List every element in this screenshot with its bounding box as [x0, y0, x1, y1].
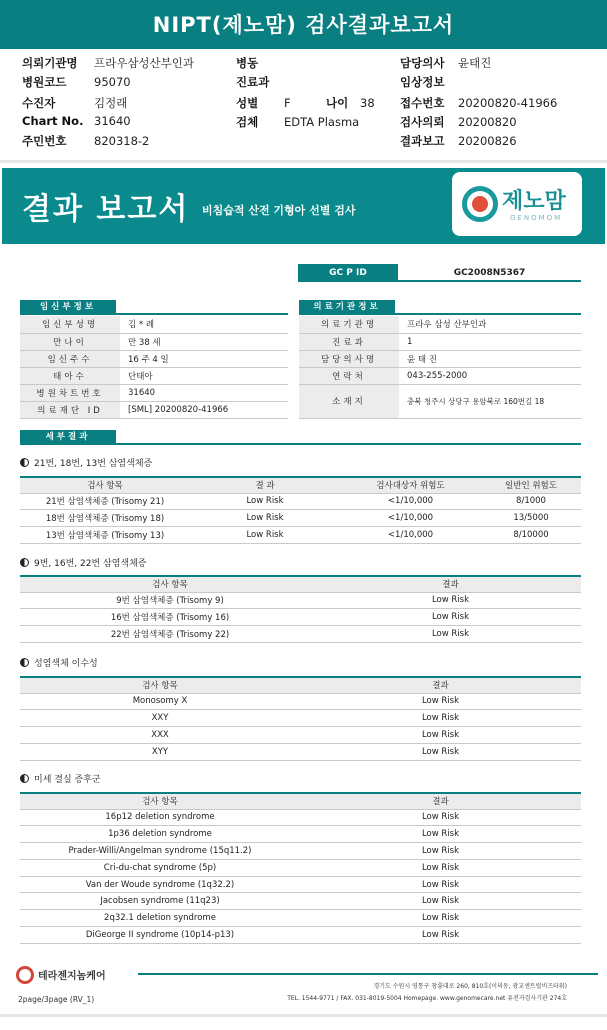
header-key: 병원코드: [22, 75, 67, 89]
info-key: 의료기관명: [299, 316, 399, 333]
table-cell: Low Risk: [300, 927, 581, 944]
header-key: Chart No.: [22, 114, 84, 128]
table-cell: 1p36 deletion syndrome: [20, 826, 300, 843]
pregnancy-section-header: 임신부정보: [20, 300, 116, 315]
column-header: 검사대상자 위험도: [340, 477, 481, 493]
info-key: 소재지: [299, 384, 399, 418]
info-key: 병원차트번호: [20, 384, 120, 401]
header-key: 접수번호: [400, 96, 445, 110]
table-cell: Low Risk: [300, 809, 581, 826]
institution-section-line: [299, 313, 581, 315]
table-cell: Low Risk: [300, 893, 581, 910]
half-circle-icon: [20, 658, 29, 667]
group2-title: 9번, 16번, 22번 삼염색체증: [20, 556, 147, 569]
table-cell: Low Risk: [300, 693, 581, 710]
column-header: 결과: [320, 576, 581, 592]
info-key: 진료과: [299, 333, 399, 350]
column-header: 결과: [300, 793, 581, 809]
table-cell: Van der Woude syndrome (1q32.2): [20, 876, 300, 893]
table-cell: Low Risk: [190, 527, 340, 544]
info-key: 태아수: [20, 367, 120, 384]
info-value: 김 * 례: [120, 316, 288, 333]
header-field: [22, 114, 131, 128]
table-cell: Low Risk: [300, 876, 581, 893]
table-header-row: [20, 477, 581, 493]
header-key: 검사의뢰: [400, 115, 445, 129]
info-row: [299, 350, 581, 367]
specimen-key: 검체: [236, 115, 259, 129]
logo-subtext: GENOMOM: [510, 214, 563, 222]
header-field: [400, 74, 458, 90]
table-cell: Prader-Willi/Angelman syndrome (15q11.2): [20, 843, 300, 860]
table-row: [20, 743, 581, 760]
pregnancy-section-line: [20, 313, 288, 315]
group3-table: [20, 676, 581, 761]
page-number: 2page/3page (RV_1): [18, 995, 95, 1004]
company-logo: 테라젠지놈케어: [16, 966, 106, 984]
header-key: 수진자: [22, 96, 56, 110]
table-cell: 8/10000: [481, 527, 581, 544]
sex-key: 성별: [236, 96, 259, 110]
table-row: [20, 893, 581, 910]
table-row: [20, 859, 581, 876]
group3-title: 성염색체 이수성: [20, 656, 98, 669]
info-row: [20, 367, 288, 384]
pregnancy-info-table: [20, 316, 288, 419]
header-key: 결과보고: [400, 134, 445, 148]
header-value: 95070: [94, 75, 131, 89]
info-value: 만 38 세: [120, 333, 288, 350]
table-row: [20, 727, 581, 744]
table-cell: Low Risk: [300, 826, 581, 843]
gcpid-bar: [298, 264, 581, 282]
specimen-value: EDTA Plasma: [284, 115, 360, 129]
age-key: 나이: [326, 96, 349, 110]
half-circle-icon: [20, 558, 29, 567]
table-row: [20, 910, 581, 927]
table-cell: Low Risk: [300, 843, 581, 860]
header-field: [400, 133, 517, 149]
column-header: 검사 항목: [20, 576, 320, 592]
table-row: [20, 693, 581, 710]
logo-name: 제노맘: [502, 189, 566, 214]
table-cell: Low Risk: [300, 710, 581, 727]
header-separator: [0, 160, 607, 163]
header-field: [22, 74, 131, 90]
header-field: [400, 55, 491, 71]
genomom-logo: [452, 172, 582, 236]
table-header-row: [20, 576, 581, 592]
table-cell: Monosomy X: [20, 693, 300, 710]
table-cell: Cri-du-chat syndrome (5p): [20, 859, 300, 876]
dept-key: 진료과: [236, 75, 270, 89]
table-row: [20, 609, 581, 626]
gcpid-value: GC2008N5367: [453, 268, 526, 278]
info-value: 윤 태 진: [399, 350, 581, 367]
table-row: [20, 493, 581, 510]
banner-subtitle: 비침습적 산전 기형아 선별 검사: [202, 204, 356, 217]
half-circle-icon: [20, 458, 29, 467]
column-header: 일반인 위험도: [481, 477, 581, 493]
header-key: 의뢰기관명: [22, 56, 78, 70]
table-cell: <1/10,000: [340, 527, 481, 544]
logo-dot-icon: [472, 196, 488, 212]
info-value: 충북 청주시 상당구 용암북로 160번길 18: [399, 384, 581, 418]
info-row: [20, 384, 288, 401]
info-value: 단태아: [120, 367, 288, 384]
table-cell: XXX: [20, 727, 300, 744]
info-row: [20, 401, 288, 418]
table-cell: Low Risk: [300, 859, 581, 876]
table-cell: <1/10,000: [340, 493, 481, 510]
info-key: 임신부성명: [20, 316, 120, 333]
header-key: 임상정보: [400, 75, 445, 89]
table-cell: 16p12 deletion syndrome: [20, 809, 300, 826]
table-cell: Low Risk: [190, 493, 340, 510]
column-header: 검사 항목: [20, 793, 300, 809]
info-row: [299, 384, 581, 418]
banner-title: 결과 보고서: [22, 192, 190, 227]
table-row: [20, 626, 581, 643]
header-value: 윤태진: [458, 56, 492, 70]
header-value: 31640: [94, 114, 131, 128]
column-header: 결 과: [190, 477, 340, 493]
header-value: 20200820-41966: [458, 96, 558, 110]
patient-header: [0, 55, 607, 155]
info-row: [299, 367, 581, 384]
company-contact: TEL. 1544-9771 / FAX. 031-8019-5004 Homepage. www.genomecare.net 유전자검사기관 274호: [287, 995, 567, 1002]
header-field: [22, 95, 127, 111]
header-value: 프라우삼성산부인과: [94, 56, 194, 70]
table-cell: Low Risk: [320, 626, 581, 643]
table-row: [20, 826, 581, 843]
age-value: 38: [360, 96, 375, 110]
table-cell: DiGeorge II syndrome (10p14-p13): [20, 927, 300, 944]
table-cell: Low Risk: [300, 743, 581, 760]
info-row: [20, 350, 288, 367]
report-title: NIPT(제노맘) 검사결과보고서: [152, 13, 455, 37]
header-value: 20200820: [458, 115, 517, 129]
info-key: 만나이: [20, 333, 120, 350]
group4-table: [20, 792, 581, 944]
table-cell: 18번 삼염색체증 (Trisomy 18): [20, 510, 190, 527]
table-cell: 9번 삼염색체증 (Trisomy 9): [20, 592, 320, 609]
details-section-header: 세부결과: [20, 430, 116, 445]
info-key: 연락처: [299, 367, 399, 384]
table-cell: 8/1000: [481, 493, 581, 510]
header-key: 주민번호: [22, 134, 67, 148]
table-cell: 13번 삼염색체증 (Trisomy 13): [20, 527, 190, 544]
column-header: 결과: [300, 677, 581, 693]
table-row: [20, 510, 581, 527]
group1-table: [20, 476, 581, 544]
table-cell: Jacobsen syndrome (11q23): [20, 893, 300, 910]
info-row: [299, 333, 581, 350]
table-cell: Low Risk: [190, 510, 340, 527]
header-value: 20200826: [458, 134, 517, 148]
info-value: 프라우 삼성 산부인과: [399, 316, 581, 333]
table-cell: 13/5000: [481, 510, 581, 527]
info-key: 임신주수: [20, 350, 120, 367]
table-row: [20, 876, 581, 893]
column-header: 검사 항목: [20, 677, 300, 693]
info-value: 1: [399, 333, 581, 350]
institution-info-table: [299, 316, 581, 419]
info-row: [20, 333, 288, 350]
table-row: [20, 843, 581, 860]
table-cell: Low Risk: [300, 910, 581, 927]
table-row: [20, 927, 581, 944]
info-row: [299, 316, 581, 333]
group1-title: 21번, 18번, 13번 삼염색체증: [20, 456, 152, 469]
gcpid-label: GC P ID: [298, 264, 398, 282]
column-header: 검사 항목: [20, 477, 190, 493]
header-field: [400, 114, 517, 130]
table-cell: 2q32.1 deletion syndrome: [20, 910, 300, 927]
header-field: [22, 133, 149, 149]
company-address: 경기도 수원시 영통구 창룡대로 260, 810호(이의동, 광교센트럴비즈타워): [373, 983, 567, 990]
company-logo-icon: [16, 966, 34, 984]
table-cell: Low Risk: [320, 592, 581, 609]
table-cell: 21번 삼염색체증 (Trisomy 21): [20, 493, 190, 510]
info-value: [SML] 20200820-41966: [120, 401, 288, 418]
table-cell: XYY: [20, 743, 300, 760]
half-circle-icon: [20, 774, 29, 783]
header-key: 담당의사: [400, 56, 445, 70]
table-cell: 22번 삼염색체증 (Trisomy 22): [20, 626, 320, 643]
table-cell: Low Risk: [320, 609, 581, 626]
table-row: [20, 592, 581, 609]
ward-key: 병동: [236, 56, 259, 70]
table-cell: Low Risk: [300, 727, 581, 744]
result-banner: [2, 168, 605, 244]
table-cell: XXY: [20, 710, 300, 727]
info-row: [20, 316, 288, 333]
header-value: 김정래: [94, 96, 128, 110]
bottom-separator: [0, 1014, 607, 1017]
header-field: [400, 95, 557, 111]
info-value: 043-255-2000: [399, 367, 581, 384]
table-cell: <1/10,000: [340, 510, 481, 527]
table-cell: 16번 삼염색체증 (Trisomy 16): [20, 609, 320, 626]
institution-section-header: 의료기관정보: [299, 300, 395, 315]
title-band: [0, 0, 607, 49]
table-row: [20, 809, 581, 826]
table-row: [20, 527, 581, 544]
details-section-line: [20, 443, 581, 445]
header-value: 820318-2: [94, 134, 150, 148]
info-key: 담당의사명: [299, 350, 399, 367]
group4-title: 미세 결실 증후군: [20, 772, 101, 785]
group2-table: [20, 575, 581, 643]
info-value: 16 주 4 일: [120, 350, 288, 367]
table-header-row: [20, 677, 581, 693]
table-row: [20, 710, 581, 727]
info-value: 31640: [120, 384, 288, 401]
footer-line: [138, 973, 598, 975]
header-field: [22, 55, 194, 71]
info-key: 의료재단 ID: [20, 401, 120, 418]
table-header-row: [20, 793, 581, 809]
sex-value: F: [284, 96, 291, 110]
